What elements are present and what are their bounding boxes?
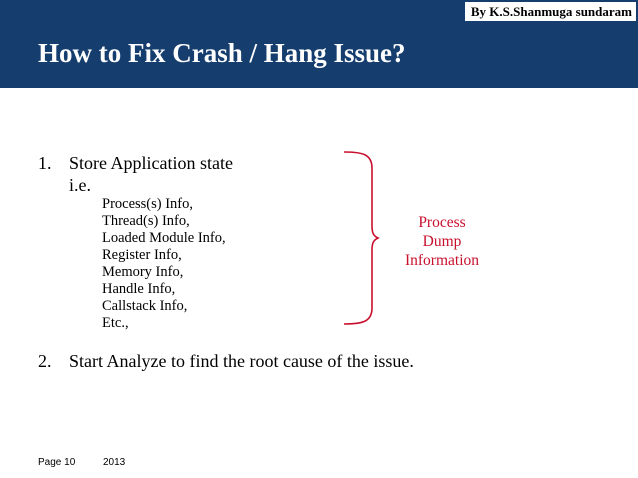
list-item: Register Info, (102, 247, 182, 263)
page-number: Page 10 (38, 457, 76, 468)
list-item: Etc., (102, 315, 129, 331)
slide-header (0, 0, 638, 88)
curly-brace-icon (340, 148, 380, 328)
list-item: Handle Info, (102, 281, 176, 297)
step-1-ie: i.e. (69, 175, 91, 195)
annotation-line: Dump (422, 233, 462, 250)
author-label: By K.S.Shanmuga sundaram (465, 2, 636, 21)
footer-year: 2013 (103, 457, 126, 468)
step-2-number: 2. (38, 351, 52, 371)
list-item: Memory Info, (102, 264, 184, 280)
list-item: Thread(s) Info, (102, 213, 190, 229)
list-item: Callstack Info, (102, 298, 188, 314)
list-item: Loaded Module Info, (102, 230, 226, 246)
annotation-line: Information (404, 252, 480, 269)
step-1-heading: Store Application state (69, 153, 233, 173)
process-dump-annotation (392, 213, 492, 270)
annotation-line: Process (418, 214, 466, 231)
step-1-number: 1. (38, 153, 52, 173)
list-item: Process(s) Info, (102, 196, 194, 212)
slide-title: How to Fix Crash / Hang Issue? (38, 38, 406, 68)
step-2-text: Start Analyze to find the root cause of the issue. (69, 351, 414, 371)
